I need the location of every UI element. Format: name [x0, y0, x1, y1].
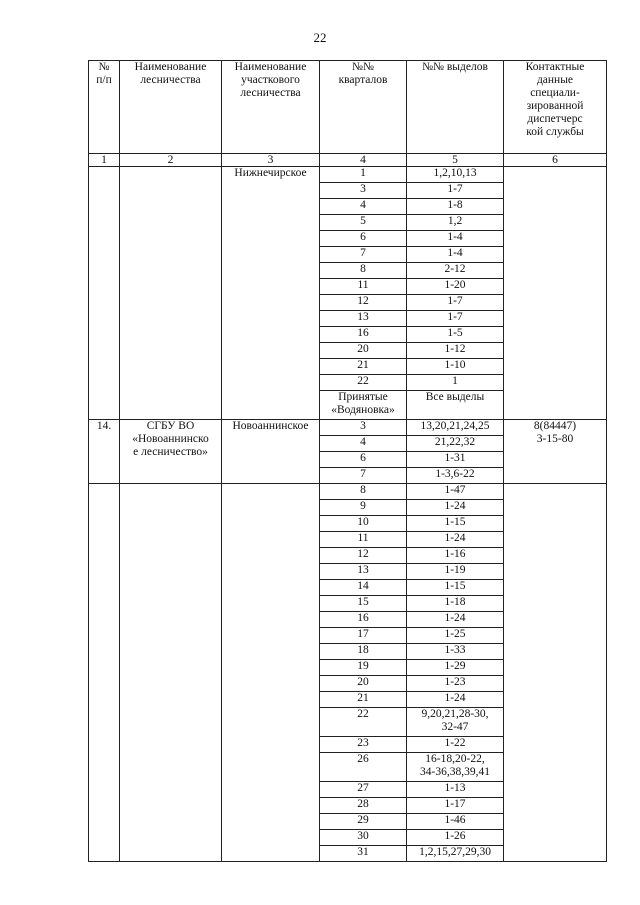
- quarter-cell: 17: [320, 628, 407, 644]
- page-number: 22: [313, 30, 327, 45]
- allotment-cell: 1-46: [407, 814, 504, 830]
- quarter-cell: 1: [320, 167, 407, 183]
- allotment-cell: 1-20: [407, 279, 504, 295]
- allotment-cell: 1-18: [407, 596, 504, 612]
- allotment-cell: 1-22: [407, 737, 504, 753]
- header-cell: №№ кварталов: [320, 61, 407, 154]
- row-number-cell: [89, 484, 120, 862]
- column-number: 3: [222, 154, 320, 167]
- quarter-cell: 20: [320, 676, 407, 692]
- allotment-cell: 1-17: [407, 798, 504, 814]
- allotment-cell: 1-24: [407, 532, 504, 548]
- forestry-table: [88, 60, 607, 862]
- row-number-cell: 14.: [89, 420, 120, 484]
- quarter-cell: 4: [320, 199, 407, 215]
- allotment-cell: 1,2,10,13: [407, 167, 504, 183]
- quarter-cell: 23: [320, 737, 407, 753]
- allotment-cell: 1-8: [407, 199, 504, 215]
- quarter-cell: 28: [320, 798, 407, 814]
- quarter-cell: 22: [320, 375, 407, 391]
- quarter-cell: 8: [320, 263, 407, 279]
- quarter-cell: 29: [320, 814, 407, 830]
- column-number: 2: [120, 154, 222, 167]
- allotment-cell: 1: [407, 375, 504, 391]
- quarter-cell: 4: [320, 436, 407, 452]
- quarter-cell: 13: [320, 564, 407, 580]
- quarter-cell: 12: [320, 295, 407, 311]
- allotment-cell: 1-24: [407, 612, 504, 628]
- quarter-cell: 16: [320, 327, 407, 343]
- quarter-cell: 31: [320, 846, 407, 862]
- allotment-cell: 1-47: [407, 484, 504, 500]
- allotment-cell: 9,20,21,28-30, 32-47: [407, 708, 504, 737]
- allotment-cell: 1-24: [407, 692, 504, 708]
- contact-cell: [504, 167, 607, 420]
- quarter-cell: 12: [320, 548, 407, 564]
- quarter-cell: 21: [320, 692, 407, 708]
- allotment-cell: 1-4: [407, 231, 504, 247]
- column-number: 1: [89, 154, 120, 167]
- allotment-cell: 1-7: [407, 311, 504, 327]
- quarter-cell: 18: [320, 644, 407, 660]
- allotment-cell: 1-23: [407, 676, 504, 692]
- row-number-cell: [89, 167, 120, 420]
- header-cell: №№ выделов: [407, 61, 504, 154]
- allotment-cell: 1-12: [407, 343, 504, 359]
- allotment-cell: 2-12: [407, 263, 504, 279]
- quarter-cell: 10: [320, 516, 407, 532]
- quarter-cell: 14: [320, 580, 407, 596]
- allotment-cell: 1-7: [407, 183, 504, 199]
- allotment-cell: 1-31: [407, 452, 504, 468]
- table-row: [89, 167, 607, 183]
- subforestry-cell: [222, 484, 320, 862]
- subforestry-cell: Новоаннинское: [222, 420, 320, 484]
- column-number-row: [89, 154, 607, 167]
- quarter-cell: 11: [320, 532, 407, 548]
- quarter-cell: 21: [320, 359, 407, 375]
- header-cell: № п/п: [89, 61, 120, 154]
- quarter-cell: 3: [320, 183, 407, 199]
- allotment-cell: 1-4: [407, 247, 504, 263]
- header-cell: Контактные данные специали- зированной диспетчерс кой службы: [504, 61, 607, 154]
- allotment-cell: 1,2,15,27,29,30: [407, 846, 504, 862]
- allotment-cell: 1-5: [407, 327, 504, 343]
- forestry-cell: СГБУ ВО «Новоаннинско е лесничество»: [120, 420, 222, 484]
- allotment-cell: 1-10: [407, 359, 504, 375]
- quarter-cell: 26: [320, 753, 407, 782]
- quarter-cell: 20: [320, 343, 407, 359]
- allotment-cell: 1-16: [407, 548, 504, 564]
- contact-cell: [504, 484, 607, 862]
- allotment-cell: 1-24: [407, 500, 504, 516]
- table-row: [89, 484, 607, 500]
- allotment-cell: 21,22,32: [407, 436, 504, 452]
- quarter-cell: 16: [320, 612, 407, 628]
- allotment-cell: 1,2: [407, 215, 504, 231]
- header-cell: Наименование лесничества: [120, 61, 222, 154]
- table-row: [89, 420, 607, 436]
- allotment-cell: 1-25: [407, 628, 504, 644]
- quarter-cell: 11: [320, 279, 407, 295]
- column-number: 5: [407, 154, 504, 167]
- quarter-cell: 7: [320, 468, 407, 484]
- forestry-cell: [120, 484, 222, 862]
- header-row: [89, 61, 607, 154]
- quarter-cell: 19: [320, 660, 407, 676]
- quarter-cell: 15: [320, 596, 407, 612]
- quarter-cell: 6: [320, 231, 407, 247]
- quarter-cell: 6: [320, 452, 407, 468]
- allotment-cell: 1-29: [407, 660, 504, 676]
- quarter-cell: 5: [320, 215, 407, 231]
- quarter-cell: Принятые «Водяновка»: [320, 391, 407, 420]
- allotment-cell: 1-13: [407, 782, 504, 798]
- column-number: 6: [504, 154, 607, 167]
- allotment-cell: 1-15: [407, 516, 504, 532]
- allotment-cell: 1-33: [407, 644, 504, 660]
- quarter-cell: 3: [320, 420, 407, 436]
- allotment-cell: 1-26: [407, 830, 504, 846]
- allotment-cell: 16-18,20-22, 34-36,38,39,41: [407, 753, 504, 782]
- forestry-cell: [120, 167, 222, 420]
- subforestry-cell: Нижнечирское: [222, 167, 320, 420]
- allotment-cell: 1-3,6-22: [407, 468, 504, 484]
- allotment-cell: 1-7: [407, 295, 504, 311]
- allotment-cell: Все выделы: [407, 391, 504, 420]
- quarter-cell: 9: [320, 500, 407, 516]
- allotment-cell: 13,20,21,24,25: [407, 420, 504, 436]
- header-cell: Наименование участкового лесничества: [222, 61, 320, 154]
- column-number: 4: [320, 154, 407, 167]
- quarter-cell: 22: [320, 708, 407, 737]
- quarter-cell: 30: [320, 830, 407, 846]
- quarter-cell: 8: [320, 484, 407, 500]
- quarter-cell: 7: [320, 247, 407, 263]
- allotment-cell: 1-15: [407, 580, 504, 596]
- quarter-cell: 27: [320, 782, 407, 798]
- quarter-cell: 13: [320, 311, 407, 327]
- contact-cell: 8(84447) 3-15-80: [504, 420, 607, 484]
- allotment-cell: 1-19: [407, 564, 504, 580]
